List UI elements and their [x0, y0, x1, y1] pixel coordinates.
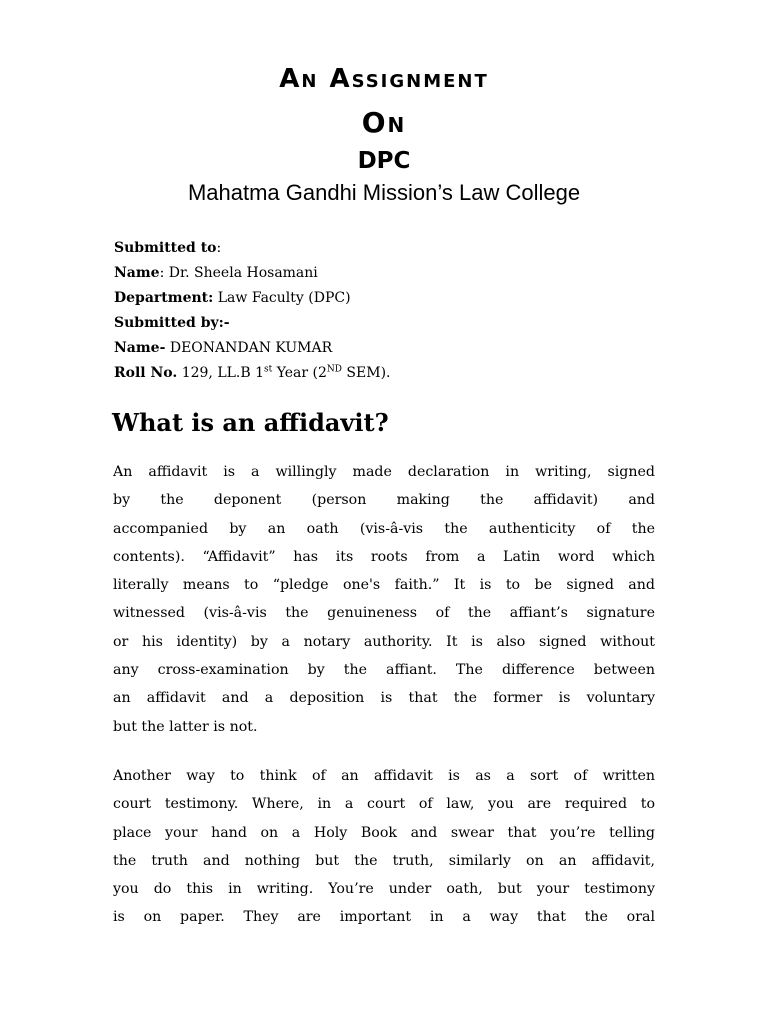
paragraph-line: accompanied by an oath (vis-â-vis the authenticity of the — [113, 520, 655, 537]
teacher-name: : Dr. Sheela Hosamani — [159, 265, 318, 281]
name-label: Name — [114, 265, 160, 281]
paragraph-line: or his identity) by a notary authority. It is also signed without — [113, 633, 655, 650]
assignment-title: An Assignment — [279, 64, 489, 94]
college-name: Mahatma Gandhi Mission’s Law College — [187, 180, 581, 205]
department-label: Department: — [114, 290, 214, 306]
roll-value-part1: 129, LL.B 1 — [177, 365, 265, 381]
paragraph-line: contents). “Affidavit” has its roots from a Latin word which — [113, 548, 655, 565]
assignment-on: On — [361, 106, 407, 139]
submitted-to-row — [114, 236, 674, 261]
student-name-row — [114, 336, 674, 361]
department-row — [114, 286, 674, 311]
submitted-to-label: Submitted to — [114, 240, 217, 256]
submitted-to-sep: : — [216, 240, 222, 256]
department-value: Law Faculty (DPC) — [213, 290, 351, 306]
paragraph-line: is on paper. They are important in a way that the oral — [113, 909, 655, 926]
paragraph-line: witnessed (vis-â-vis the genuineness of the affiant’s signature — [113, 605, 655, 622]
paragraph-line: court testimony. Where, in a court of law, you are required to — [113, 796, 655, 813]
paragraph-line: you do this in writing. You’re under oath, but your testimony — [113, 881, 655, 898]
roll-sup-2: ND — [326, 364, 342, 375]
roll-label: Roll No. — [114, 365, 178, 381]
paragraph-written-testimony — [113, 762, 655, 932]
roll-sup-1: st — [264, 364, 273, 375]
paragraph-line: any cross-examination by the affiant. The difference between — [113, 662, 655, 679]
paragraph-line: literally means to “pledge one's faith.” It is to be signed and — [113, 577, 655, 594]
teacher-name-row — [114, 261, 674, 286]
paragraph-line: the truth and nothing but the truth, similarly on an affidavit, — [113, 852, 655, 869]
paragraph-line: Another way to think of an affidavit is as a sort of written — [113, 768, 655, 784]
paragraph-line: place your hand on a Holy Book and swear that you’re telling — [113, 824, 655, 841]
submitted-by-label: Submitted by:- — [114, 315, 230, 331]
paragraph-line: by the deponent (person making the affidavit) and — [113, 492, 655, 509]
student-name-label: Name- — [114, 340, 166, 356]
assignment-subject: DPC — [357, 148, 411, 174]
submitted-by-row — [114, 311, 674, 336]
paragraph-line: but the latter is not. — [113, 718, 258, 735]
paragraph-line: An affidavit is a willingly made declaration in writing, signed — [113, 464, 655, 480]
student-name: DEONANDAN KUMAR — [165, 340, 333, 356]
roll-value-part3: SEM). — [341, 365, 391, 381]
paragraph-affidavit-definition — [113, 458, 655, 741]
section-heading: What is an affidavit? — [112, 408, 389, 437]
roll-value-part2: Year (2 — [272, 365, 327, 381]
paragraph-line: an affidavit and a deposition is that the former is voluntary — [113, 690, 655, 707]
roll-row — [114, 361, 674, 386]
submission-details — [114, 236, 674, 386]
